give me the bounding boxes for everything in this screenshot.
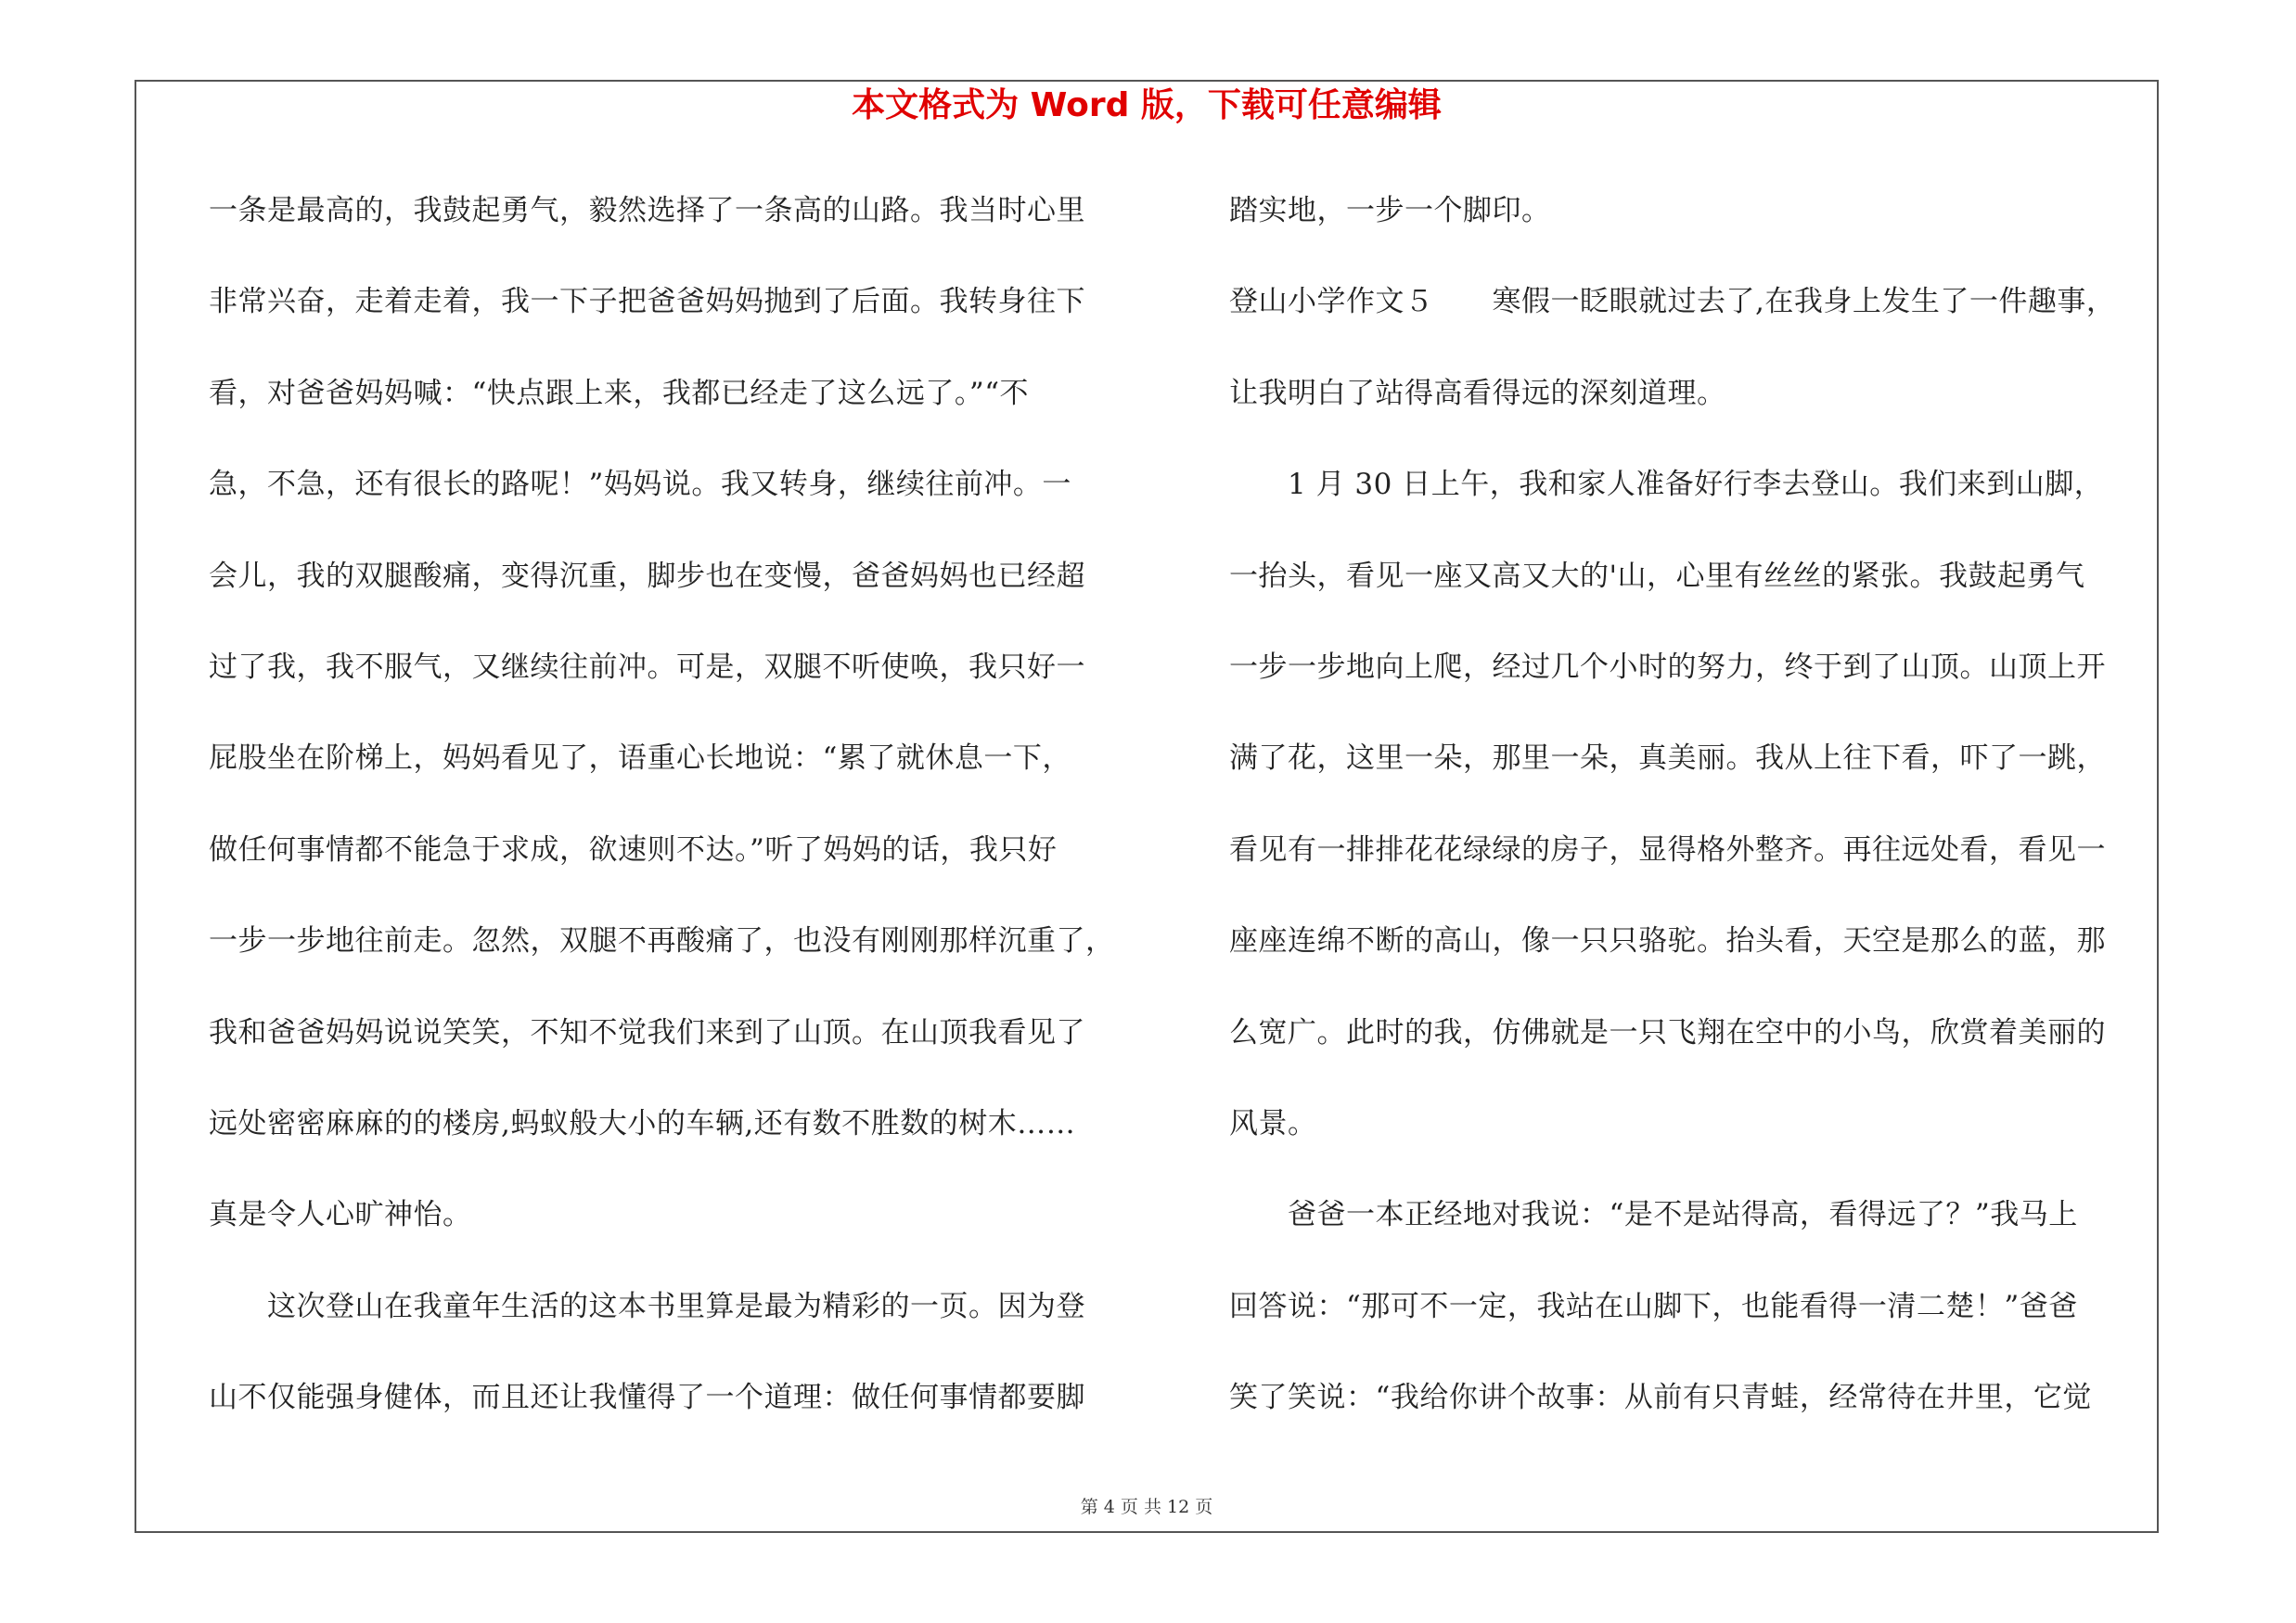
text-line: 么宽广。此时的我，仿佛就是一只飞翔在空中的小鸟，欣赏着美丽的	[1229, 1015, 2106, 1050]
text-line: 登山小学作文５ 寒假一眨眼就过去了,在我身上发生了一件趣事，	[1229, 285, 2116, 319]
left-column	[209, 165, 1136, 1443]
text-line: 一步一步地向上爬，经过几个小时的努力，终于到了山顶。山顶上开	[1229, 650, 2106, 684]
page-frame	[135, 80, 2159, 1533]
text-line: 看，对爸爸妈妈喊：“快点跟上来，我都已经走了这么远了。”“不	[209, 376, 1030, 410]
text-line: 一步一步地往前走。忽然，双腿不再酸痛了，也没有刚刚那样沉重了，	[209, 924, 1115, 959]
text-line: 踏实地，一步一个脚印。	[1229, 194, 1551, 227]
text-line: 一条是最高的，我鼓起勇气，毅然选择了一条高的山路。我当时心里	[209, 194, 1085, 227]
text-line: 回答说：“那可不一定，我站在山脚下，也能看得一清二楚！”爸爸	[1229, 1289, 2078, 1323]
text-line: 满了花，这里一朵，那里一朵，真美丽。我从上往下看，吓了一跳，	[1229, 741, 2106, 776]
text-line: 做任何事情都不能急于求成，欲速则不达。”听了妈妈的话，我只好	[209, 832, 1058, 867]
text-line: 风景。	[1229, 1106, 1317, 1140]
text-line: 1 月 30 日上午，我和家人准备好行李去登山。我们来到山脚，	[1229, 468, 2104, 502]
text-line: 座座连绵不断的高山，像一只只骆驼。抬头看，天空是那么的蓝，那	[1229, 924, 2106, 959]
text-line: 真是令人心旷神怡。	[209, 1198, 472, 1232]
text-line: 急，不急，还有很长的路呢！”妈妈说。我又转身，继续往前冲。一	[209, 468, 1071, 502]
text-line: 一抬头，看见一座又高又大的'山，心里有丝丝的紧张。我鼓起勇气	[1229, 559, 2085, 593]
text-line: 过了我，我不服气，又继续往前冲。可是，双腿不听使唤，我只好一	[209, 650, 1085, 684]
text-line: 爸爸一本正经地对我说：“是不是站得高，看得远了？”我马上	[1229, 1198, 2078, 1232]
text-line: 这次登山在我童年生活的这本书里算是最为精彩的一页。因为登	[209, 1289, 1085, 1323]
text-line: 屁股坐在阶梯上，妈妈看见了，语重心长地说：“累了就休息一下，	[209, 741, 1071, 776]
text-line: 我和爸爸妈妈说说笑笑，不知不觉我们来到了山顶。在山顶我看见了	[209, 1015, 1085, 1050]
text-line: 山不仅能强身健体，而且还让我懂得了一个道理：做任何事情都要脚	[209, 1381, 1085, 1415]
text-line: 笑了笑说：“我给你讲个故事：从前有只青蛙，经常待在井里，它觉	[1229, 1381, 2092, 1415]
text-line: 让我明白了站得高看得远的深刻道理。	[1229, 376, 1726, 410]
text-line: 非常兴奋，走着走着，我一下子把爸爸妈妈抛到了后面。我转身往下	[209, 285, 1085, 319]
header-banner: 本文格式为 Word 版，下载可任意编辑	[852, 86, 1442, 124]
text-line: 看见有一排排花花绿绿的房子，显得格外整齐。再往远处看，看见一	[1229, 832, 2106, 867]
text-line: 会儿，我的双腿酸痛，变得沉重，脚步也在变慢，爸爸妈妈也已经超	[209, 559, 1085, 593]
right-column	[1229, 165, 2157, 1443]
text-line: 远处密密麻麻的的楼房,蚂蚁般大小的车辆,还有数不胜数的树木……	[209, 1106, 1076, 1140]
page-number-footer: 第 4 页 共 12 页	[1080, 1497, 1213, 1517]
